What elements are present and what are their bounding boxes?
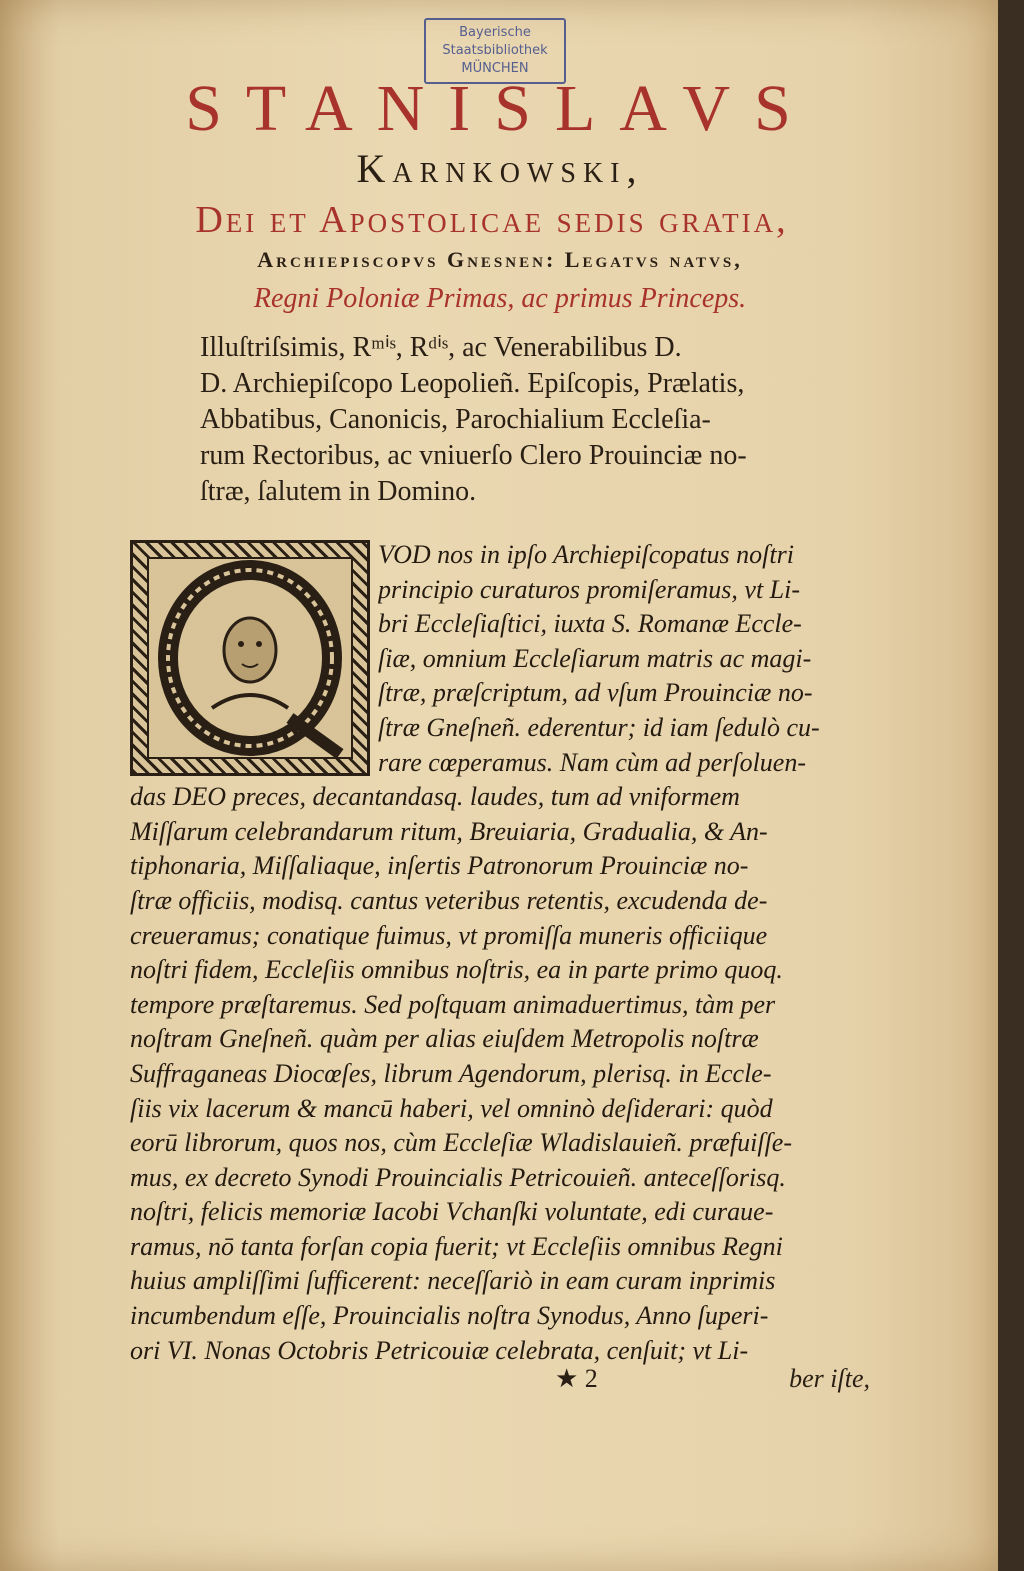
title-regni-primas: Regni Poloniæ Primas, ac primus Princeps.: [253, 283, 747, 314]
body-line: rare cœperamus. Nam cùm ad perſoluen-: [378, 747, 806, 777]
body-line: creueramus; conatique fuimus, vt promiſſa muneris officiique: [130, 920, 768, 950]
title-karnkowski: Karnkowski,: [356, 146, 644, 191]
body-line: noſtram Gneſneñ. quàm per alias eiuſdem Metropolis noſtræ: [130, 1024, 759, 1054]
body-line: bri Eccleſiaſtici, iuxta S. Romanæ Eccle-: [378, 609, 802, 639]
body-line: ori VI. Nonas Octobris Petricouiæ celebrata, cenſuit; vt Li-: [130, 1335, 749, 1365]
stamp-line-2: Staatsbibliothek: [442, 43, 548, 58]
address-line: Illuſtriſsimis, Rᵐⁱˢ, Rᵈⁱˢ, ac Venerabilibus D.: [200, 332, 682, 363]
address-line: Abbatibus, Canonicis, Parochialium Eccleſia-: [200, 404, 711, 435]
address-block: [200, 330, 800, 510]
body-line: ſtræ officiis, modisq. cantus veteribus retentis, excudenda de-: [130, 885, 768, 915]
title-dei-gratia: Dei et Apostolicae sedis gratia,: [195, 199, 789, 241]
body-line: noſtri, felicis memoriæ Iacobi Vchanſki voluntate, edi curaue-: [130, 1197, 774, 1227]
body-line: tiphonaria, Miſſaliaque, inſertis Patronorum Prouinciæ no-: [130, 851, 749, 881]
body-line: ſtræ Gneſneñ. ederentur; id iam ſedulò cu-: [378, 712, 820, 742]
body-line: incumbendum eſſe, Prouincialis noſtra Synodus, Anno ſuperi-: [130, 1301, 769, 1331]
body-line: eorū librorum, quos nos, cùm Eccleſiæ Wladislauieñ. præfuiſſe-: [130, 1128, 792, 1158]
address-line: ſtræ, ſalutem in Domino.: [200, 476, 477, 507]
stamp-line-3: MÜNCHEN: [461, 61, 529, 76]
body-line: das DEO preces, decantandasq. laudes, tum ad vniformem: [130, 782, 740, 812]
body-line: Suffraganeas Diocœſes, librum Agendorum, plerisq. in Eccle-: [130, 1058, 772, 1088]
body-line: ramus, nō tanta forſan copia fuerit; vt Eccleſiis omnibus Regni: [130, 1231, 783, 1261]
stamp-line-1: Bayerische: [459, 25, 531, 40]
body-line: ſiis vix lacerum & mancū haberi, vel omninò deſiderari: quòd: [130, 1093, 773, 1123]
body-line: mus, ex decreto Synodi Prouincialis Petricouieñ. anteceſſorisq.: [130, 1162, 786, 1192]
body-line: tempore præſtaremus. Sed poſtquam animaduertimus, tàm per: [130, 989, 776, 1019]
body-line: ſiæ, omnium Eccleſiarum matris ac magi-: [378, 643, 812, 673]
signature-mark: ★ 2: [555, 1364, 598, 1393]
body-line: ſtræ, præſcriptum, ad vſum Prouinciæ no-: [378, 678, 813, 708]
address-line: D. Archiepiſcopo Leopolieñ. Epiſcopis, Prælatis,: [200, 368, 745, 399]
body-line: noſtri fidem, Eccleſiis omnibus noſtris, ea in parte primo quoq.: [130, 955, 783, 985]
letter-body: [130, 538, 870, 1368]
catchword: ber iſte,: [789, 1364, 870, 1393]
body-line: VOD nos in ipſo Archiepiſcopatus noſtri: [378, 540, 794, 569]
address-line: rum Rectoribus, ac vniuerſo Clero Prouinciæ no-: [200, 440, 747, 471]
title-archiepiscopus: Archiepiscopvs Gnesnen: Legatvs natvs,: [257, 247, 743, 272]
body-line: principio curaturos promiſeramus, vt Li-: [378, 574, 801, 604]
body-line: Miſſarum celebrandarum ritum, Breuiaria, Gradualia, & An-: [130, 816, 768, 846]
title-stanislaus: STANISLAVS: [185, 72, 815, 145]
body-line: huius ampliſſimi ſufficerent: neceſſariò in eam curam inprimis: [130, 1266, 776, 1296]
